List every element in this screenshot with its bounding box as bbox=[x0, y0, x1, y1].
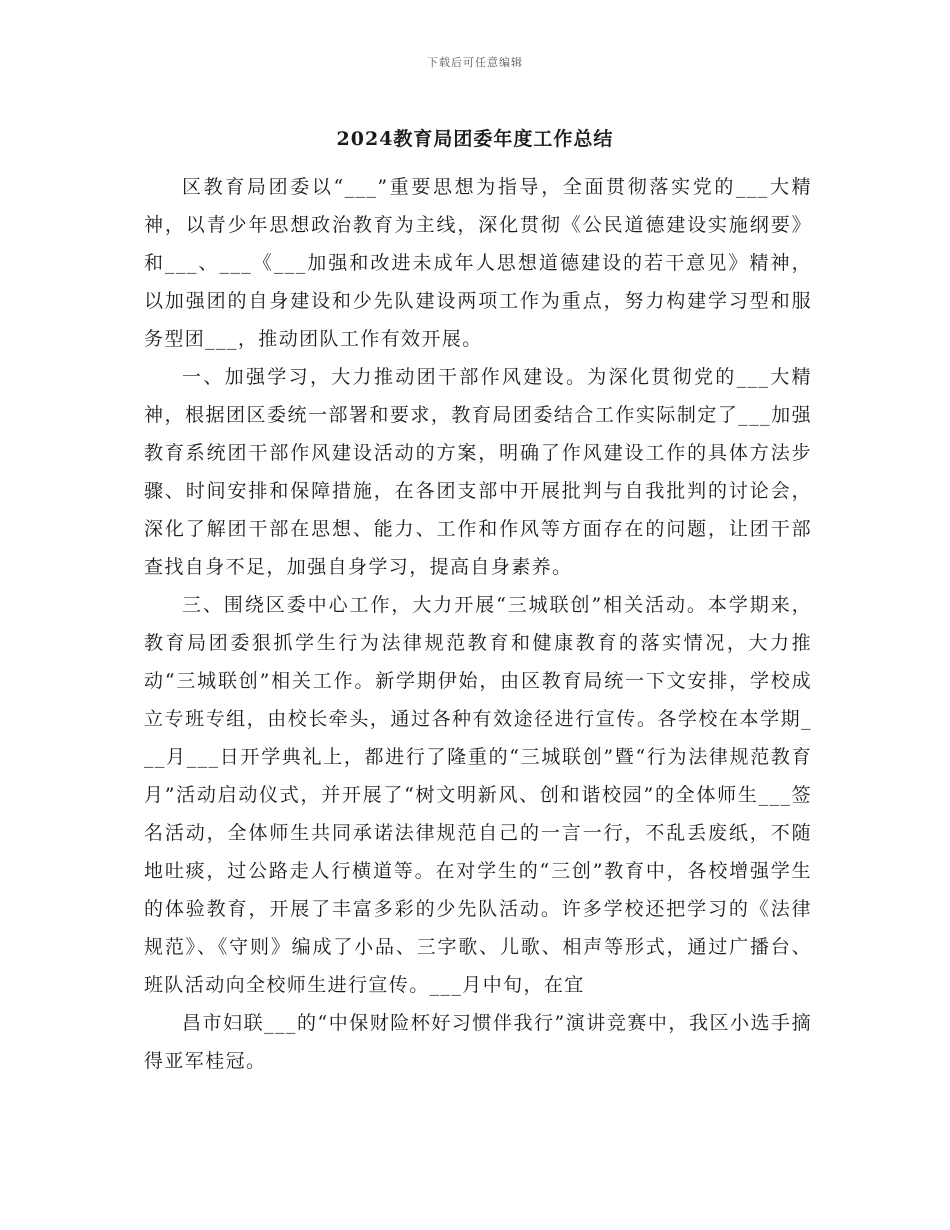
paragraph-continuation: 昌市妇联___的“中保财险杯好习惯伴我行”演讲竞赛中，我区小选手摘得亚军桂冠。 bbox=[144, 1012, 812, 1072]
paragraph-section-3: 三、围绕区委中心工作，大力开展“三城联创”相关活动。本学期来，教育局团委狠抓学生行为法律规范教育和健康教育的落实情况，大力推动“三城联创”相关工作。新学期伊始，由区教育局统一下文安排，学校成立专班专组，由校长牵头，通过各种有效途径进行宣传。各学校在本学期___月___日开学典礼上，都进行了隆重的“三城联创”暨“行为法律规范教育月”活动启动仪式，并开展了“树文明新风、创和谐校园”的全体师生___签名活动，全体师生共同承诺法律规范自己的一言一行，不乱丢废纸，不随地吐痰，过公路走人行横道等。在对学生的“三创”教育中，各校增强学生的体验教育，开展了丰富多彩的少先队活动。许多学校还把学习的《法律规范》、《守则》编成了小品、三字歌、儿歌、相声等形式，通过广播台、班队活动向全校师生进行宣传。___月中旬，在宜 bbox=[144, 594, 812, 996]
page-header-note: 下载后可任意编辑 bbox=[427, 56, 523, 69]
paragraph-section-1: 一、加强学习，大力推动团干部作风建设。为深化贯彻党的___大精神，根据团区委统一部署和要求，教育局团委结合工作实际制定了___加强教育系统团干部作风建设活动的方案，明确了作风建设工作的具体方法步骤、时间安排和保障措施，在各团支部中开展批判与自我批判的讨论会，深化了解团干部在思想、能力、工作和作风等方面存在的问题，让团干部查找自身不足，加强自身学习，提高自身素养。 bbox=[144, 366, 812, 578]
paragraph-intro: 区教育局团委以“___”重要思想为指导，全面贯彻落实党的___大精神，以青少年思想政治教育为主线，深化贯彻《公民道德建设实施纲要》和___、___《___加强和改进未成年人思想道德建设的若干意见》精神，以加强团的自身建设和少先队建设两项工作为重点，努力构建学习型和服务型团___，推动团队工作有效开展。 bbox=[144, 176, 812, 350]
document-title: 2024教育局团委年度工作总结 bbox=[336, 128, 614, 150]
document-body bbox=[144, 168, 812, 1080]
